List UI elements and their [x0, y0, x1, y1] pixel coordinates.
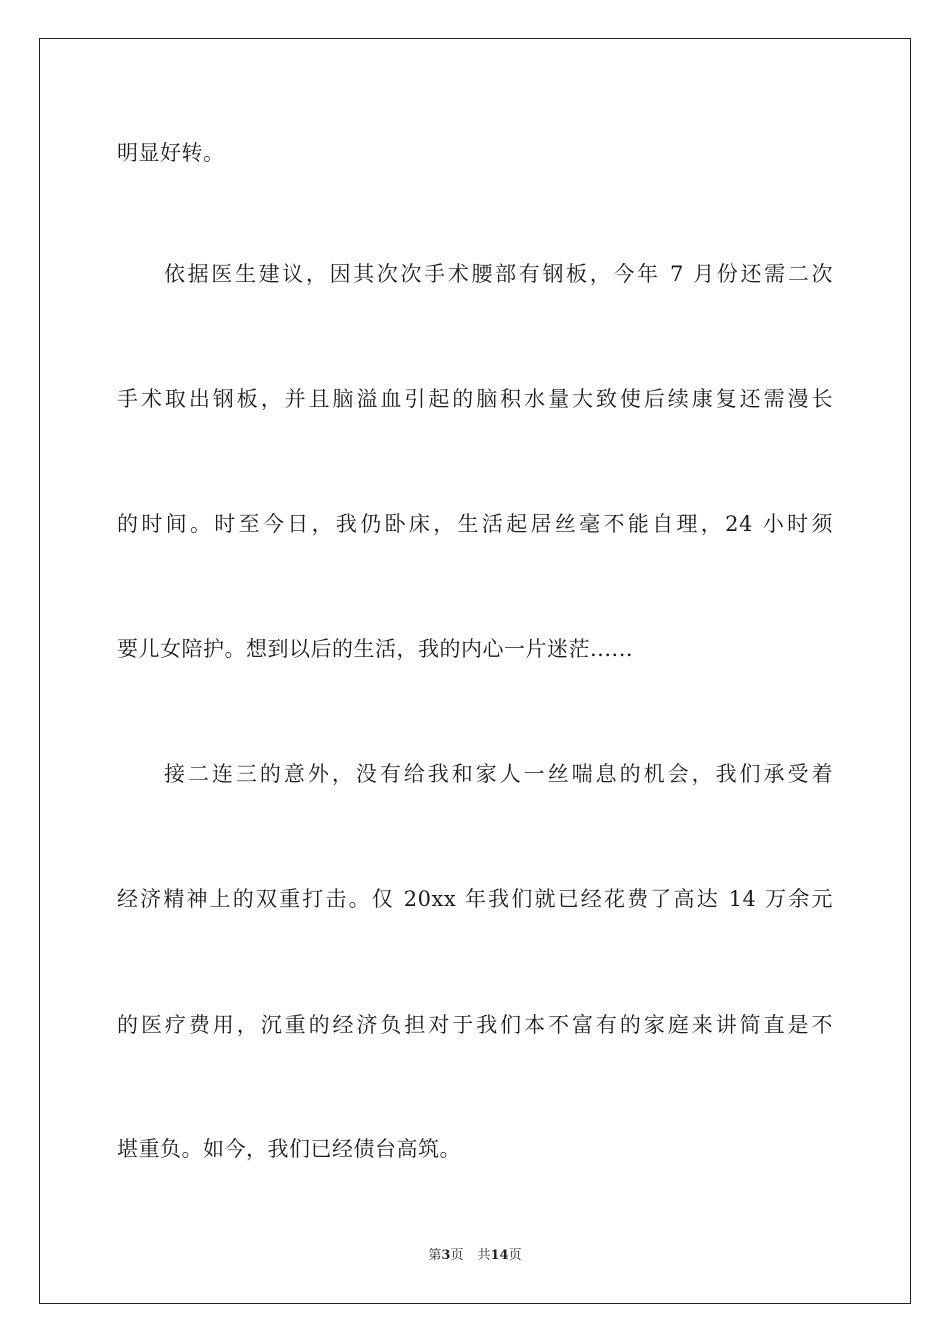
text-line-2: 依据医生建议，因其次次手术腰部有钢板，今年 7 月份还需二次: [164, 262, 833, 286]
text-line-4: 的时间。时至今日，我仍卧床，生活起居丝毫不能自理，24 小时须: [117, 512, 833, 536]
text-line-1: 明显好转。: [117, 141, 225, 165]
text-line-6: 接二连三的意外，没有给我和家人一丝喘息的机会，我们承受着: [164, 762, 833, 786]
total-suffix: 页: [508, 1248, 522, 1263]
total-pages: 14: [490, 1248, 509, 1263]
text-line-3: 手术取出钢板，并且脑溢血引起的脑积水量大致使后续康复还需漫长: [117, 387, 833, 411]
page-footer: [0, 1247, 950, 1265]
page-prefix: 第: [428, 1248, 442, 1263]
total-prefix: 共: [477, 1248, 491, 1263]
text-line-9: 堪重负。如今，我们已经债台高筑。: [117, 1137, 461, 1161]
page-number: 3: [441, 1248, 451, 1263]
text-line-5: 要儿女陪护。想到以后的生活，我的内心一片迷茫......: [117, 637, 634, 661]
page-border: [39, 38, 911, 1304]
text-line-7: 经济精神上的双重打击。仅 20xx 年我们就已经花费了高达 14 万余元: [117, 887, 833, 911]
page-suffix: 页: [450, 1248, 464, 1263]
text-line-8: 的医疗费用，沉重的经济负担对于我们本不富有的家庭来讲简直是不: [117, 1013, 833, 1037]
